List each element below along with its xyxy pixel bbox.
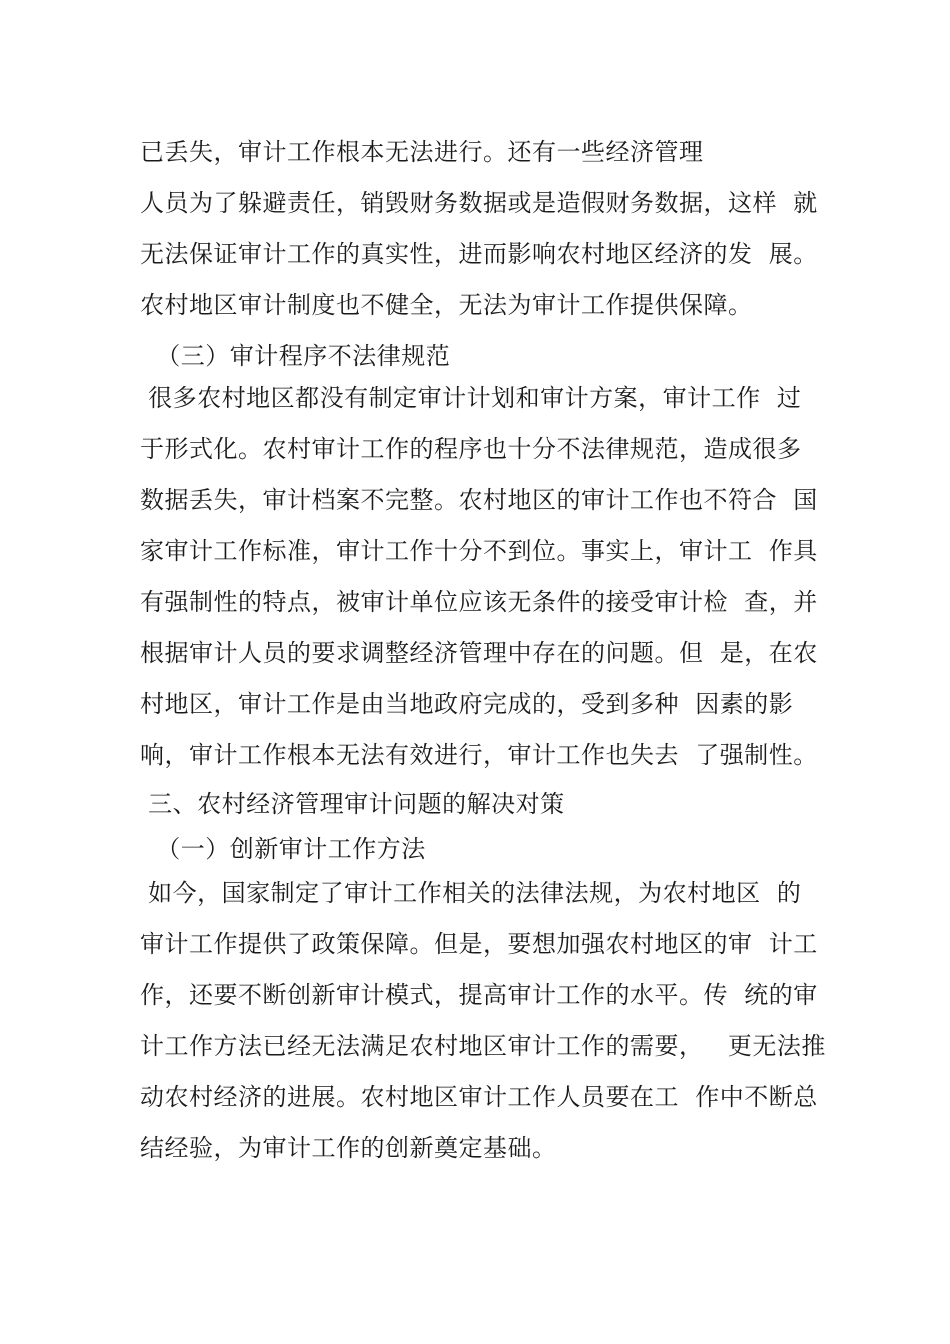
body-text-line: 如今，国家制定了审计工作相关的法律法规，为农村地区 的 [140,879,802,907]
section-heading: （一）创新审计工作方法 [140,835,426,863]
body-text-line: 农村地区审计制度也不健全，无法为审计工作提供保障。 [140,291,753,319]
body-text-line: 根据审计人员的要求调整经济管理中存在的问题。但 是，在农 [140,639,818,667]
body-text-line: 有强制性的特点，被审计单位应该无条件的接受审计检 查，并 [140,588,818,616]
body-text-line: 动农村经济的进展。农村地区审计工作人员要在工 作中不断总 [140,1083,818,1111]
chapter-heading: 三、农村经济管理审计问题的解决对策 [140,790,565,818]
body-text-line: 计工作方法已经无法满足农村地区审计工作的需要， 更无法推 [140,1032,826,1060]
body-text-line: 审计工作提供了政策保障。但是，要想加强农村地区的审 计工 [140,930,818,958]
section-heading: （三）审计程序不法律规范 [140,342,451,370]
body-text-line: 响，审计工作根本无法有效进行，审计工作也失去 了强制性。 [140,741,818,769]
body-text-line: 已丢失，审计工作根本无法进行。还有一些经济管理 [140,138,704,166]
body-text-line: 于形式化。农村审计工作的程序也十分不法律规范，造成很多 [140,435,802,463]
body-text-line: 作，还要不断创新审计模式，提高审计工作的水平。传 统的审 [140,981,818,1009]
body-text-line: 结经验，为审计工作的创新奠定基础。 [140,1134,557,1162]
body-text-line: 数据丢失，审计档案不完整。农村地区的审计工作也不符合 国 [140,486,818,514]
body-text-line: 很多农村地区都没有制定审计计划和审计方案，审计工作 过 [140,384,802,412]
body-text-line: 村地区，审计工作是由当地政府完成的，受到多种 因素的影 [140,690,794,718]
body-text-line: 人员为了躲避责任，销毁财务数据或是造假财务数据，这样 就 [140,189,818,217]
body-text-line: 家审计工作标准，审计工作十分不到位。事实上，审计工 作具 [140,537,818,565]
body-text-line: 无法保证审计工作的真实性，进而影响农村地区经济的发 展。 [140,240,818,268]
